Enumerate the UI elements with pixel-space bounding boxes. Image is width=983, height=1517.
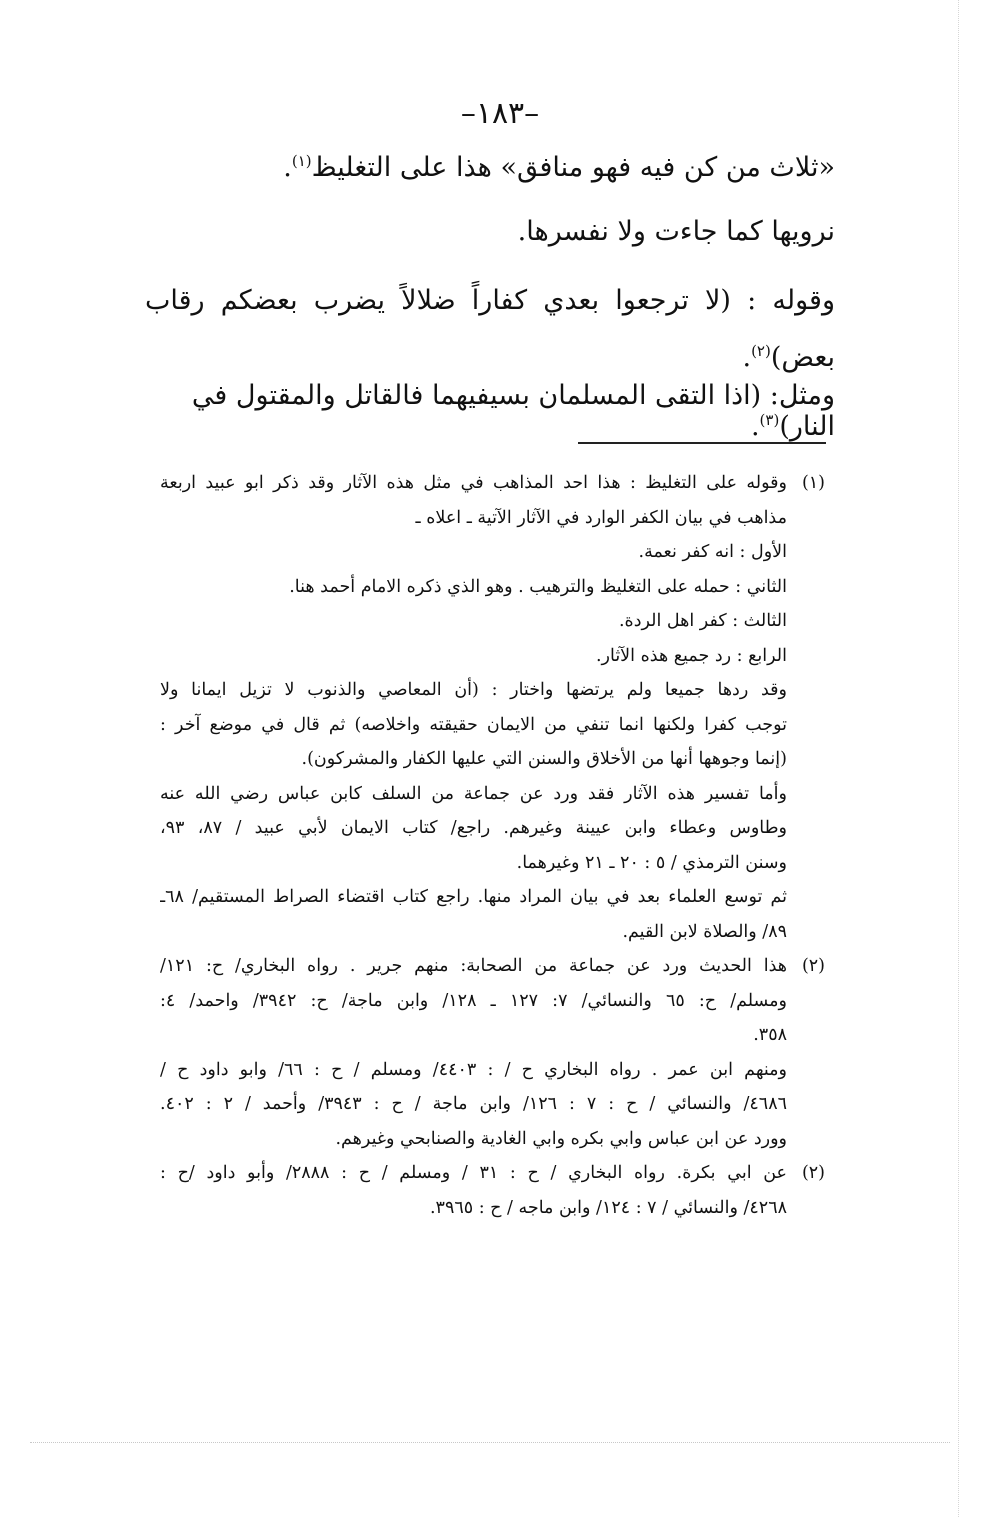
footnote-separator [578, 442, 826, 444]
footnote-line: وقوله على التغليظ : هذا احد المذاهب في مثل هذه الآثار وقد ذكر ابو عبيد اربعة [160, 473, 787, 493]
footnote-line: ثم توسع العلماء بعد في بيان المراد منها. راجع كتاب اقتضاء الصراط المستقيم/ ٦٨ـ [160, 887, 787, 907]
footnote-line: مذاهب في بيان الكفر الوارد في الآثار الآتية ـ اعلاه ـ [415, 507, 787, 528]
footnote-line: توجب كفرا ولكنها انما تنفي من الايمان حقيقته واخلاصه) ثم قال في موضع آخر : [160, 714, 787, 735]
footnote-line: ٤٢٦٨/ والنسائي / ٧ : ١٢٤/ وابن ماجه / ح : ٣٩٦٥. [429, 1197, 787, 1218]
footnote-line: ٤٦٨٦/ والنسائي / ح : ٧ : ١٢٦/ وابن ماجة / ح : ٣٩٤٣/ وأحمد / ٢ : ٤٠٢. [160, 1094, 787, 1114]
main-line-3: وقوله : (لا ترجعوا بعدي كفاراً ضلالاً يضرب بعضكم رقاب بعض)$^{(٢)}$. [145, 285, 835, 373]
footnote-line: عن ابي بكرة. رواه البخاري / ح : ٣١ / ومسلم / ح : ٢٨٨٨/ وأبو داود /ح : [160, 1163, 787, 1183]
main-line-1: «ثلاث من كن فيه فهو منافق» هذا على التغليظ$^{(١)}$. [283, 152, 835, 183]
page-number: –١٨٣– [460, 96, 540, 131]
footnote-line: الثالث : كفر اهل الردة. [618, 611, 787, 631]
footnote-ref-1: (١) [291, 152, 312, 170]
footnote-line: الثاني : حمله على التغليظ والترهيب . وهو الذي ذكره الامام أحمد هنا. [289, 576, 787, 597]
footnote-ref-2: (٢) [751, 342, 771, 360]
footnote-line: وقد ردها جميعا ولم يرتضها واختار : (أن المعاصي والذنوب لا تزيل ايمانا ولا [160, 680, 787, 700]
main-line-4-text: ومثل: (اذا التقى المسلمان بسيفيهما فالقاتل والمقتول في النار) [191, 380, 835, 442]
footnote-line: وطاوس وعطاء وابن عيينة وغيرهم. راجع/ كتاب الايمان لأبي عبيد / ٨٧، ٩٣، [160, 818, 787, 838]
footnote-line: ٨٩/ والصلاة لابن القيم. [622, 921, 787, 942]
footnote-number: (٢) [801, 956, 825, 976]
footnote-1 [160, 466, 825, 949]
footnote-line: ٣٥٨. [753, 1025, 787, 1045]
footnote-3 [160, 1156, 825, 1225]
footnote-line: الرابع : رد جميع هذه الآثار. [595, 645, 787, 666]
main-line-3-text: وقوله : (لا ترجعوا بعدي كفاراً ضلالاً يضرب بعضكم رقاب بعض) [145, 285, 835, 373]
footnote-2 [160, 949, 825, 1156]
main-line-4: ومثل: (اذا التقى المسلمان بسيفيهما فالقاتل والمقتول في النار)$^{(٣)}$. [191, 380, 835, 442]
main-line-2: نرويها كما جاءت ولا نفسرها. [517, 216, 835, 247]
footnotes [160, 466, 825, 1225]
scan-artifact-line [30, 1442, 950, 1443]
main-line-1-text: «ثلاث من كن فيه فهو منافق» هذا على التغليظ [311, 152, 835, 183]
footnote-line: وسنن الترمذي / ٥ : ٢٠ ـ ٢١ وغيرهما. [516, 852, 787, 873]
footnote-line: وأما تفسير هذه الآثار فقد ورد عن جماعة من السلف كابن عباس رضي الله عنه [160, 783, 787, 804]
footnote-line: هذا الحديث ورد عن جماعة من الصحابة: منهم جرير . رواه البخاري/ ح: ١٢١/ [160, 956, 787, 976]
footnote-line: (إنما وجوهها أنها من الأخلاق والسنن التي عليها الكفار والمشركون). [301, 749, 787, 769]
footnote-line: الأول : انه كفر نعمة. [638, 542, 787, 562]
footnote-number: (١) [801, 473, 825, 493]
footnote-line: وورد عن ابن عباس وابي بكره وابي الغادية والصنابحي وغيرهم. [335, 1128, 787, 1149]
footnote-number: (٢) [801, 1163, 825, 1183]
scan-artifact-edge [958, 0, 959, 1517]
footnote-line: ومنهم ابن عمر . رواه البخاري ح / : ٤٤٠٣/ ومسلم / ح : ٦٦/ وابو داود ح / [160, 1059, 787, 1080]
footnote-ref-3: (٣) [759, 411, 780, 429]
footnote-line: ومسلم/ ح: ٦٥ والنسائي/ ٧: ١٢٧ ـ ١٢٨/ وابن ماجة/ ح: ٣٩٤٢/ واحمد/ ٤: [160, 990, 787, 1011]
